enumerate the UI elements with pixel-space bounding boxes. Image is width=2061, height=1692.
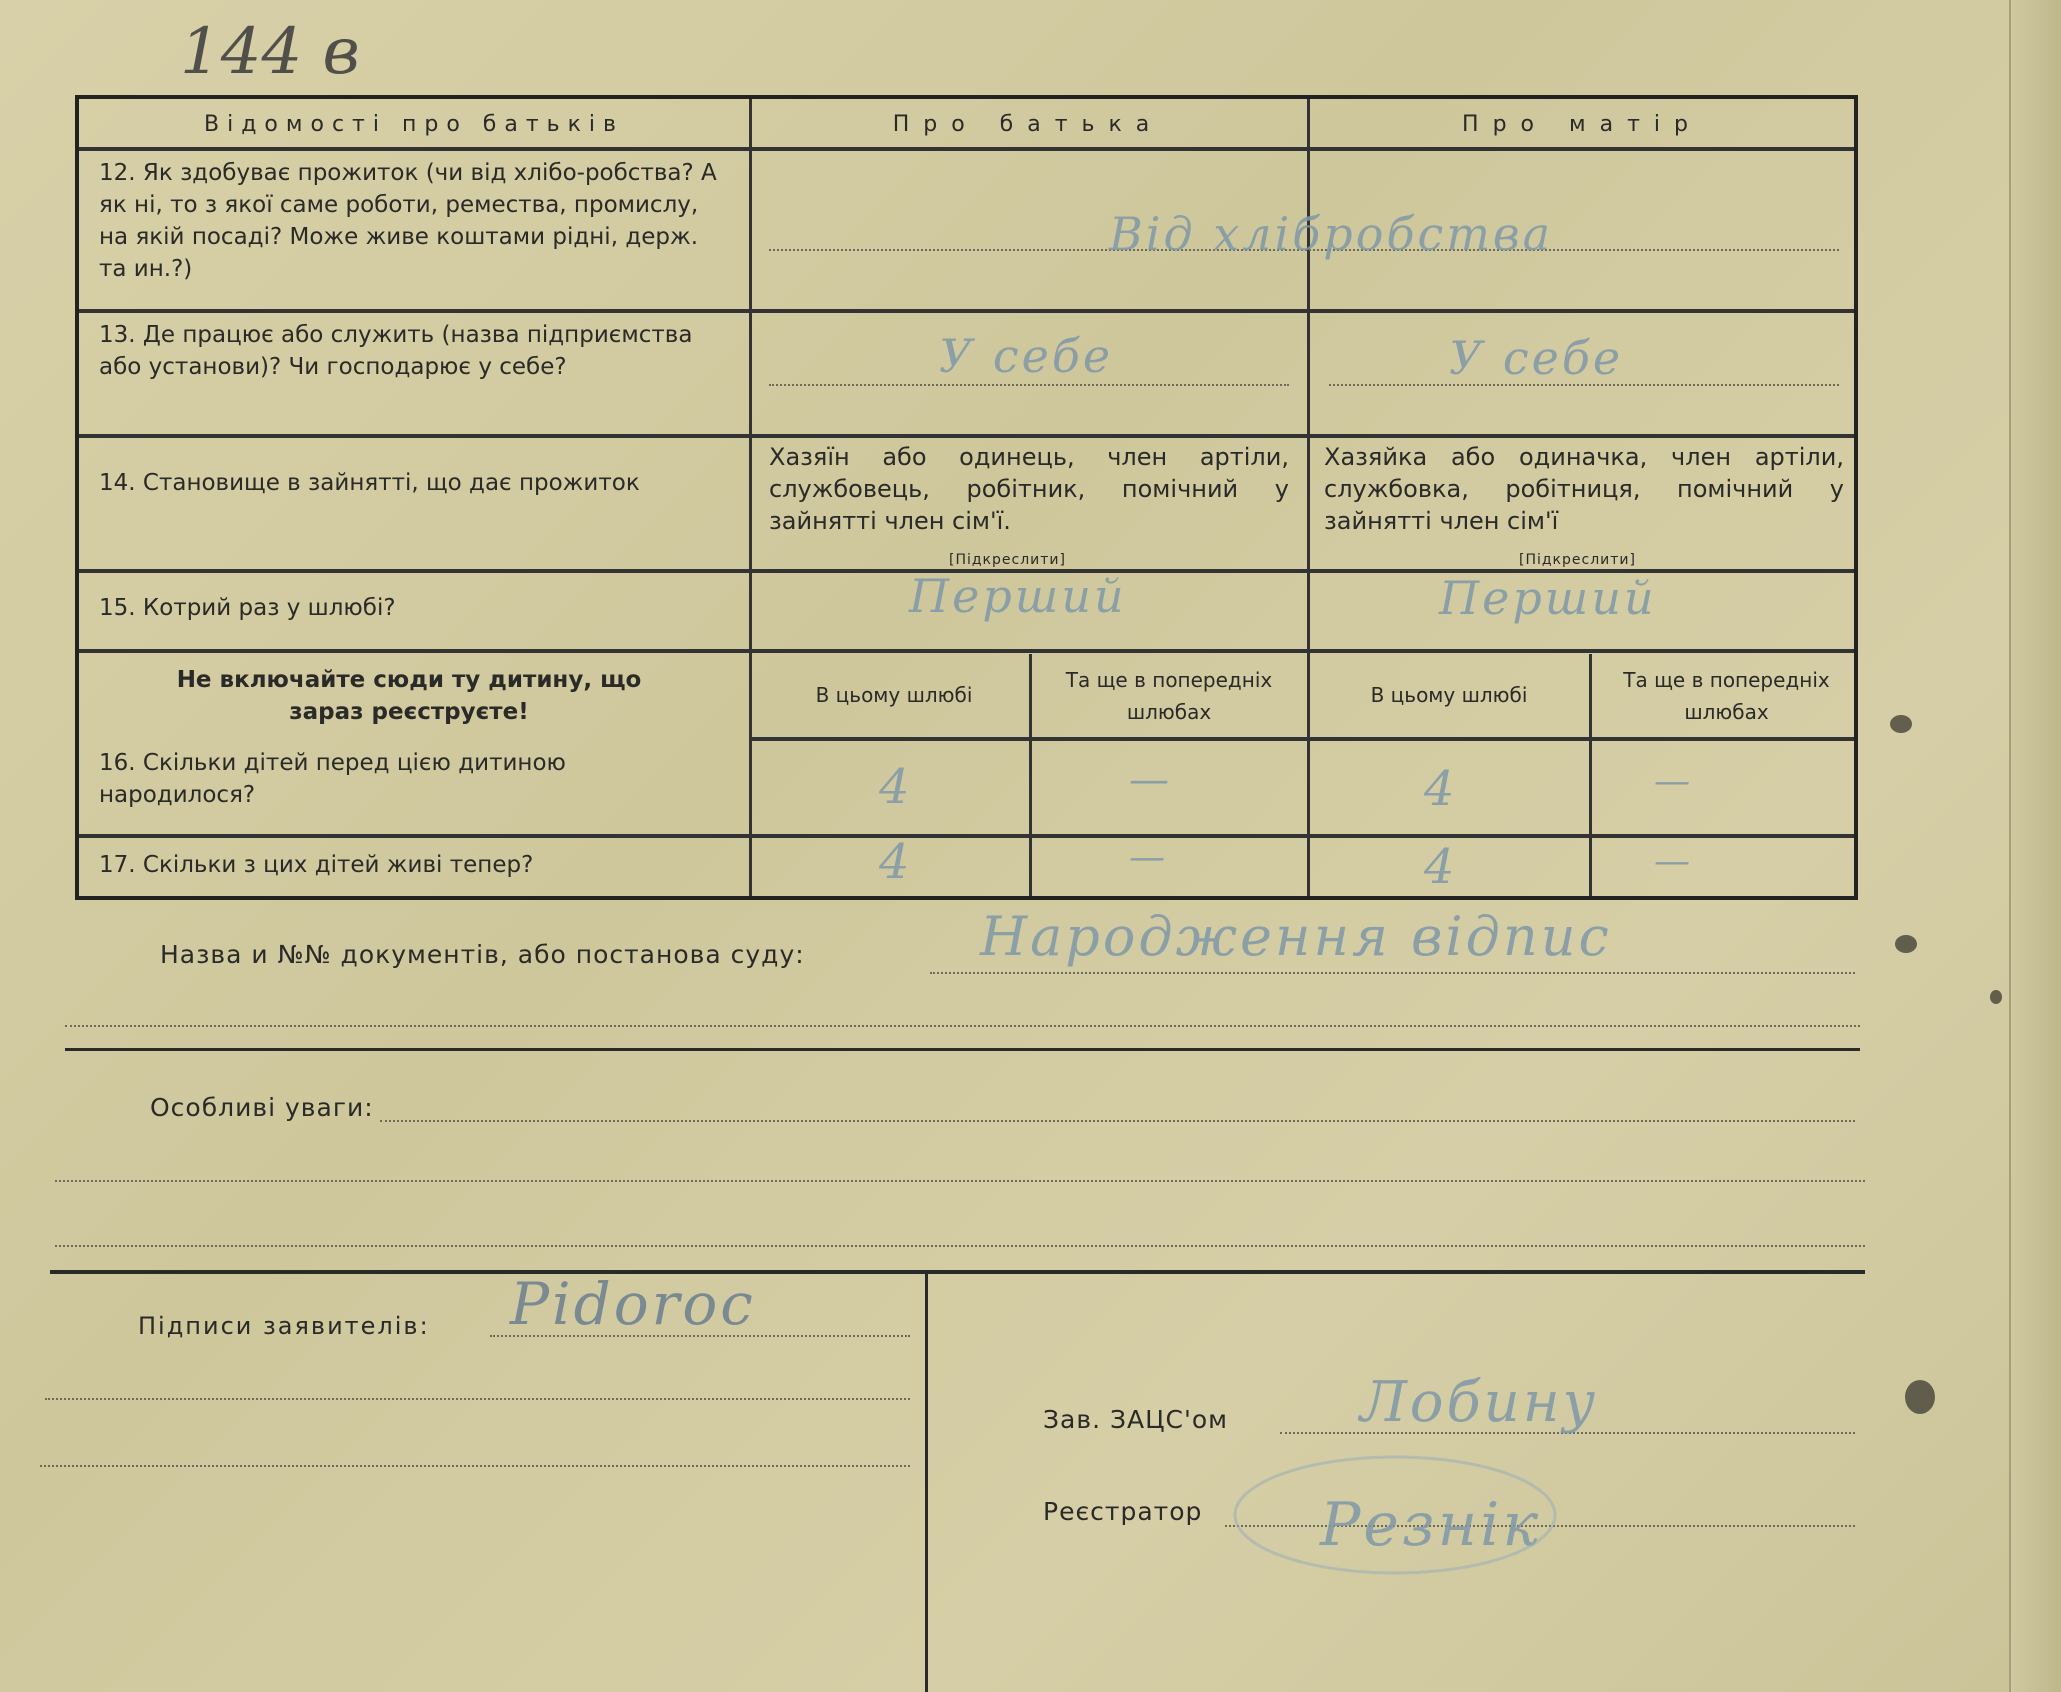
- punch-hole: [1895, 935, 1917, 953]
- q17-father-this: 4: [879, 834, 913, 890]
- answer-15-mother: Перший: [1439, 571, 1657, 625]
- question-16: 16. Скільки дітей перед цією дитиною народилося?: [99, 750, 566, 808]
- answer-12: Від хлібробства: [1109, 207, 1554, 261]
- question-13: 13. Де працює або служить (назва підприємства або установи)? Чи господарює у себе?: [99, 322, 693, 380]
- underline-note-mother: [Підкреслити]: [1519, 552, 1636, 568]
- punch-hole: [1990, 990, 2002, 1004]
- header-mother: Про матір: [1462, 112, 1702, 137]
- q16-mother-prev: —: [1654, 761, 1693, 802]
- exclude-note: Не включайте сюди ту дитину, що зараз реєструєте!: [176, 667, 642, 725]
- archive-mark: 144 в: [180, 15, 360, 89]
- question-15: 15. Котрий раз у шлюбі?: [99, 595, 396, 621]
- q16-father-this: 4: [879, 759, 913, 815]
- question-12: 12. Як здобуває прожиток (чи від хлібо-робства? А як ні, то з якої саме роботи, ремества, промислу, на якій посаді? Може живе коштами рідні, держ. та ин.?): [99, 160, 717, 282]
- occupation-options-father: Хазяїн або одинець, член артіли, службовець, робітник, помічний у зайнятті член сім'ї.: [769, 443, 1289, 535]
- applicant-signature: Pidoroc: [510, 1270, 756, 1338]
- occupation-options-mother: Хазяйка або одиначка, член артіли, службовка, робітниця, помічний у зайнятті член сім'ї: [1324, 443, 1844, 535]
- parents-info-table: [75, 95, 1858, 900]
- answer-13-mother: У себе: [1449, 331, 1624, 385]
- question-14: 14. Становище в зайнятті, що дає прожиток: [99, 470, 640, 496]
- underline-note-father: [Підкреслити]: [949, 552, 1066, 568]
- subheader-previous-father: Та ще в попередніх шлюбах: [1065, 668, 1273, 724]
- q16-father-prev: —: [1129, 757, 1172, 803]
- answer-13-father: У себе: [939, 329, 1114, 383]
- q17-father-prev: —: [1129, 837, 1168, 878]
- documents-value: Народження відпис: [980, 905, 1612, 968]
- subheader-this-marriage-mother: В цьому шлюбі: [1370, 683, 1528, 707]
- special-notes-label: Особливі уваги:: [150, 1093, 374, 1122]
- q17-mother-this: 4: [1424, 839, 1458, 895]
- subheader-this-marriage-father: В цьому шлюбі: [815, 683, 973, 707]
- head-signature: Лобину: [1360, 1370, 1599, 1435]
- q16-mother-this: 4: [1424, 761, 1458, 817]
- registry-stamp-oval: [1230, 1450, 1560, 1580]
- registrar-signature: Резнік: [1320, 1490, 1542, 1560]
- answer-15-father: Перший: [909, 569, 1127, 623]
- header-parents-info: Відомості про батьків: [204, 112, 624, 137]
- registrar-label: Реєстратор: [1043, 1497, 1203, 1526]
- subheader-previous-mother: Та ще в попередніх шлюбах: [1623, 668, 1830, 724]
- documents-label: Назва и №№ документів, або постанова суду:: [160, 940, 805, 969]
- question-17: 17. Скільки з цих дітей живі тепер?: [99, 852, 534, 878]
- head-label: Зав. ЗАЦС'ом: [1043, 1405, 1228, 1434]
- q17-mother-prev: —: [1654, 841, 1693, 882]
- page-edge: [2009, 0, 2061, 1692]
- punch-hole: [1905, 1380, 1935, 1414]
- applicant-signatures-label: Підписи заявителів:: [138, 1312, 430, 1340]
- header-father: Про батька: [892, 112, 1164, 137]
- punch-hole: [1890, 715, 1912, 733]
